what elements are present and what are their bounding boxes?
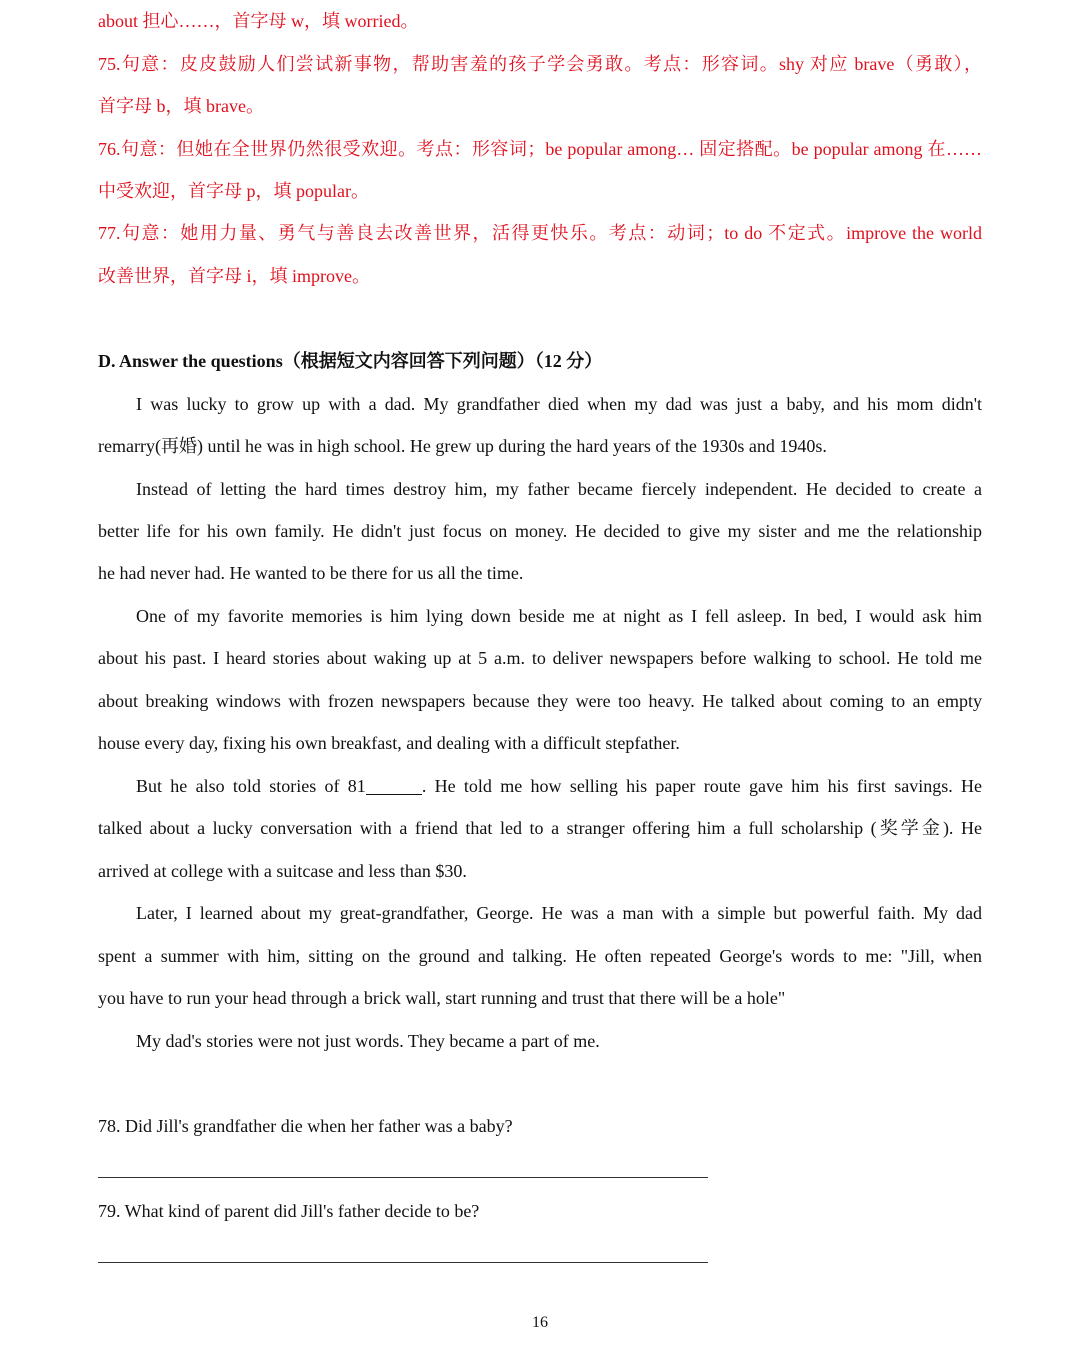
passage-p1-line2: remarry(再婚) until he was in high school. He grew up during the hard years of the 1930s and 1940s. (98, 436, 827, 456)
passage-p4-line1-before: But he also told stories of 81 (136, 776, 366, 796)
answer-note-77-line1: 77.句意：她用力量、勇气与善良去改善世界，活得更快乐。考点：动词；to do 不定式。improve the world (98, 223, 982, 243)
passage-p3-line2: about his past. I heard stories about waking up at 5 a.m. to deliver newspapers before walking to school. He told me (98, 648, 982, 668)
answer-line-79[interactable] (98, 1262, 708, 1263)
section-heading: D. Answer the questions（根据短文内容回答下列问题）（12 分） (98, 351, 603, 371)
question-79: 79. What kind of parent did Jill's father decide to be? (98, 1201, 480, 1221)
passage-p3-line3: about breaking windows with frozen newspapers because they were too heavy. He talked about coming to an empty (98, 691, 982, 711)
answer-note-74-end: about 担心……，首字母 w，填 worried。 (98, 11, 419, 31)
blank-81[interactable] (366, 776, 422, 795)
passage-p4-line1 (136, 774, 982, 798)
passage-p4-line1-after: . He told me how selling his paper route gave him his first savings. He (421, 776, 982, 796)
answer-note-76-line1: 76.句意：但她在全世界仍然很受欢迎。考点：形容词；be popular among… 固定搭配。be popular among 在…… (98, 139, 982, 159)
passage-p3-line4: house every day, fixing his own breakfast, and dealing with a difficult stepfather. (98, 733, 680, 753)
passage-p5-line3: you have to run your head through a brick wall, start running and trust that there will be a hole" (98, 988, 786, 1008)
passage-p6-line1: My dad's stories were not just words. They became a part of me. (136, 1031, 600, 1051)
passage-p5-line2: spent a summer with him, sitting on the ground and talking. He often repeated George's words to me: "Jill, when (98, 946, 982, 966)
passage-p3-line1: One of my favorite memories is him lying down beside me at night as I fell asleep. In bed, I would ask him (136, 606, 982, 626)
answer-line-78[interactable] (98, 1177, 708, 1178)
passage-p2-line3: he had never had. He wanted to be there for us all the time. (98, 563, 524, 583)
page-number: 16 (532, 1314, 548, 1331)
answer-note-75-line2: 首字母 b，填 brave。 (98, 96, 264, 116)
passage-p4-line2: talked about a lucky conversation with a friend that led to a stranger offering him a full scholarship (奖学金). He (98, 818, 982, 838)
passage-p4-line3: arrived at college with a suitcase and less than $30. (98, 861, 467, 881)
passage-p1-line1: I was lucky to grow up with a dad. My grandfather died when my dad was just a baby, and his mom didn't (136, 394, 982, 414)
question-78: 78. Did Jill's grandfather die when her father was a baby? (98, 1116, 513, 1136)
answer-note-76-line2: 中受欢迎，首字母 p，填 popular。 (98, 181, 369, 201)
answer-note-77-line2: 改善世界，首字母 i，填 improve。 (98, 266, 370, 286)
passage-p2-line2: better life for his own family. He didn't just focus on money. He decided to give my sister and me the relationship (98, 521, 982, 541)
passage-p5-line1: Later, I learned about my great-grandfather, George. He was a man with a simple but powerful faith. My dad (136, 903, 982, 923)
answer-note-75-line1: 75.句意：皮皮鼓励人们尝试新事物，帮助害羞的孩子学会勇敢。考点：形容词。shy 对应 brave（勇敢）， (98, 54, 982, 74)
passage-p2-line1: Instead of letting the hard times destroy him, my father became fiercely independent. He decided to create a (136, 479, 982, 499)
